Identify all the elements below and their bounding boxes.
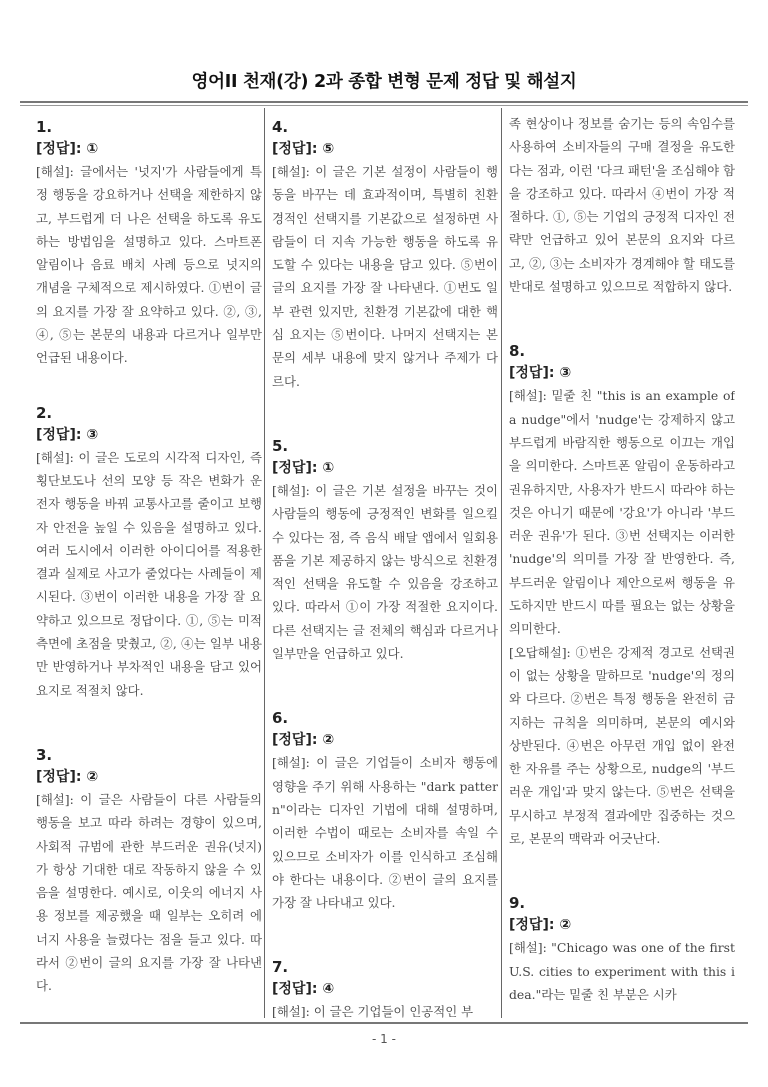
- question-number: 1.: [36, 118, 53, 136]
- explanation-text: [해설]: 글에서는 '넛지'가 사람들에게 특정 행동을 강요하거나 선택을 제한하지 않고, 부드럽게 더 나은 선택을 하도록 유도하는 방법임을 설명하고 있다. 스마트폰 알림이나 음료 배치 사례 등으로 넛지의 개념을 구체적으로 제시하였다. ①번이 글의 요지를 가장 잘 요약하고 있다. ②, ③, ④, ⑤는 본문의 내용과 다르거나 일부만 언급된 내용이다.: [36, 164, 262, 366]
- column-2: [272, 112, 498, 1018]
- answer-label: [정답]: ④: [272, 981, 335, 998]
- question-number: 7.: [272, 958, 289, 977]
- page-title: 영어II 천재(강) 2과 종합 변형 문제 정답 및 해설지: [191, 72, 577, 92]
- question-number: 5.: [272, 436, 289, 455]
- answer-label: [정답]: ①: [36, 141, 99, 157]
- wrong-answer-explanation: [오답해설]: ①번은 강제적 경고로 선택권이 없는 상황을 말하므로 'nudge'의 정의와 다르다. ②번은 특정 행동을 완전히 금지하는 규칙을 의미하며, 본문의 예시와 상반된다. ④번은 아무런 개입 없이 완전한 자유를 주는 상황으로, nudge의 '부드러운 개입'과 맞지 않는다. ⑤번은 선택을 무시하고 부정적 결과에만 집중하는 것으로, 본문의 맥락과 어긋난다.: [509, 644, 735, 847]
- explanation-text: [해설]: "Chicago was one of the first U.S. cities to experiment with this idea."라는 밑줄 친 부분은 시카: [509, 940, 735, 1002]
- question-8: [509, 340, 735, 850]
- question-9: [509, 892, 735, 1006]
- explanation-text: [해설]: 이 글은 기업들이 소비자 행동에 영향을 주기 위해 사용하는 "dark pattern"이라는 디자인 기법에 대해 설명하며, 이러한 수법이 때로는 소비자를 속일 수 있으므로 소비자가 이를 인식하고 조심해야 한다는 내용이다. ②번이 글의 요지를 가장 잘 나타내고 있다.: [272, 755, 498, 911]
- question-number: 8.: [509, 342, 526, 361]
- header-rule: [20, 101, 748, 103]
- explanation-text: [해설]: 이 글은 도로의 시각적 디자인, 즉 횡단보도나 선의 모양 등 작은 변화가 운전자 행동을 바꿔 교통사고를 줄이고 보행자 안전을 높일 수 있음을 설명하고 있다. 여러 도시에서 이러한 아이디어를 적용한 결과 실제로 사고가 줄었다는 사례들이 제시된다. ③번이 이러한 내용을 가장 잘 요약하고 있으므로 정답이다. ①, ⑤는 미적 측면에 초점을 맞췄고, ②, ④는 일부 내용만 반영하거나 부차적인 내용을 담고 있어 요지로 적절치 않다.: [36, 449, 262, 698]
- question-number: 4.: [272, 118, 289, 136]
- answer-label: [정답]: ③: [36, 426, 99, 443]
- header-rule-thin: [20, 105, 748, 106]
- explanation-text: [해설]: 이 글은 기본 설정이 사람들이 행동을 바꾸는 데 효과적이며, 특별히 친환경적인 선택지를 기본값으로 설정하면 사람들이 더 지속 가능한 행동을 하도록 유도할 수 있다는 내용을 담고 있다. ⑤번이 글의 요지를 가장 잘 나타낸다. ①번도 일부 관련 있지만, 친환경 기본값에 대한 핵심 요지는 ⑤번이다. 나머지 선택지는 본문의 세부 내용에 맞지 않거나 주제가 다르다.: [272, 164, 498, 389]
- column-divider: [501, 108, 502, 1018]
- answer-label: [정답]: ①: [272, 459, 335, 476]
- question-number: 6.: [272, 709, 289, 728]
- explanation-text: [해설]: 이 글은 기본 설정을 바꾸는 것이 사람들의 행동에 긍정적인 변화를 일으킬 수 있다는 점, 즉 음식 배달 앱에서 일회용품을 기본 제공하지 않는 방식으로 친환경적인 선택을 유도할 수 있음을 강조하고 있다. 따라서 ①이 가장 적절한 요지이다. 다른 선택지는 글 전체의 핵심과 다르거나 일부만을 언급하고 있다.: [272, 482, 498, 662]
- column-1: [36, 112, 262, 1018]
- question-number: 3.: [36, 745, 53, 764]
- question-5: [272, 435, 498, 665]
- explanation-text-continued: 족 현상이나 정보를 숨기는 등의 속임수를 사용하여 소비자들의 구매 결정을 유도한다는 점과, 이런 '다크 패턴'을 조심해야 함을 강조하고 있다. 따라서 ④번이 가장 적절하다. ①, ⑤는 기업의 긍정적 디자인 전략만 언급하고 있어 본문의 요지와 다르고, ②, ③는 소비자가 경계해야 할 태도를 반대로 설명하고 있으므로 적합하지 않다.: [509, 116, 735, 295]
- question-number: 9.: [509, 894, 526, 913]
- explanation-text: [해설]: 이 글은 사람들이 다른 사람들의 행동을 보고 따라 하려는 경향이 있으며, 사회적 규범에 관한 부드러운 권유(넛지)가 항상 기대한 대로 작동하지 않을 수 있음을 설명한다. 예시로, 이웃의 에너지 사용 정보를 제공했을 때 일부는 오히려 에너지 사용을 늘렸다는 점을 들고 있다. 따라서 ②번이 글의 요지를 가장 잘 나타낸다.: [36, 791, 262, 994]
- answer-label: [정답]: ②: [36, 768, 99, 785]
- explanation-text: [해설]: 밑줄 친 "this is an example of a nudge"에서 'nudge'는 강제하지 않고 부드럽게 바람직한 행동으로 이끄는 개입을 의미한다. 스마트폰 알림이 운동하라고 권유하지만, 사용자가 반드시 따라야 하는 것은 아니기 때문에 '강요'가 아니라 '부드러운 권유'가 된다. ③번 선택지는 이러한 'nudge'의 의미를 가장 잘 반영한다. 즉, 부드러운 알림이나 제안으로써 행동을 유도하지만 반드시 따를 필요는 없는 상황을 의미한다.: [509, 388, 735, 637]
- question-2: [36, 402, 262, 702]
- question-4: [272, 116, 498, 393]
- question-6: [272, 707, 498, 914]
- page-number: - 1 -: [372, 1032, 396, 1046]
- explanation-text: [해설]: 이 글은 기업들이 인공적인 부: [272, 1004, 474, 1018]
- column-divider: [264, 108, 265, 1018]
- answer-label: [정답]: ⑤: [272, 141, 335, 157]
- answer-label: [정답]: ③: [509, 365, 572, 382]
- answer-label: [정답]: ②: [272, 732, 335, 749]
- column-3: [509, 112, 735, 1018]
- question-7: [272, 956, 498, 1018]
- question-3: [36, 744, 262, 998]
- footer-rule: [20, 1022, 748, 1024]
- question-number: 2.: [36, 403, 53, 422]
- question-1: [36, 116, 262, 370]
- answer-label: [정답]: ②: [509, 917, 572, 934]
